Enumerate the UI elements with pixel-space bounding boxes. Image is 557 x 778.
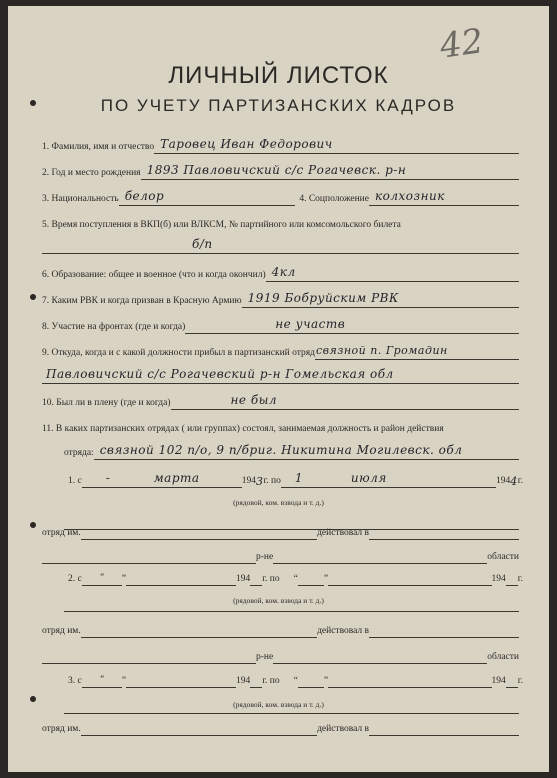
punch-hole	[30, 294, 36, 300]
caption: (рядовой, ком. взвода и т. д.)	[233, 700, 324, 709]
field-value: связной 102 п/о, 9 п/бриг. Никитина Могилевск. обл	[99, 443, 463, 457]
field-value: связной п. Громадин	[315, 344, 448, 357]
field-value: не был	[230, 393, 278, 407]
field-label: 10. Был ли в плену (где и когда)	[42, 398, 171, 408]
field-value: не участв	[275, 317, 346, 331]
district-row: р-не области	[42, 544, 519, 564]
document-title: ЛИЧНЫЙ ЛИСТОК	[168, 62, 389, 89]
district-row: р-не области	[42, 644, 519, 664]
field-birth	[42, 160, 519, 180]
field-label: 4. Соцположение	[299, 194, 369, 204]
period-2: 2. с “ ” 194 г. по “ ” 194 г.	[68, 566, 523, 586]
period-3: 3. с “ ” 194 г. по “ ” 194 г.	[68, 668, 523, 688]
field-label: 11. В каких партизанских отрядах ( или группах) состоял, занимаемая должность и район действия	[42, 424, 444, 434]
field-label: 5. Время поступления в ВКП(б) или ВЛКСМ, № партийного или комсомольского билета	[42, 220, 401, 230]
field-value: колхозник	[375, 189, 445, 203]
field-label: 1. Фамилия, имя и отчество	[42, 142, 155, 152]
field-value: белор	[124, 189, 165, 203]
field-label: отряда:	[64, 448, 94, 458]
field-value: б/п	[192, 237, 213, 251]
field-label: 9. Откуда, когда и с какой должности прибыл в партизанский отряд	[42, 348, 315, 358]
caption: (рядовой, ком. взвода и т. д.)	[233, 498, 324, 507]
field-label: 3. Национальность	[42, 194, 119, 204]
field-value: Павловичский с/с Рогачевский р-н Гомельская обл	[46, 367, 394, 381]
field-value: Таровец Иван Федорович	[160, 137, 333, 151]
separator-line	[64, 592, 519, 612]
field-captivity	[42, 390, 519, 410]
detachment-name-row: отряд им. действовал в	[42, 520, 519, 540]
punch-hole	[30, 522, 36, 528]
field-value: 1919 Бобруйским РВК	[247, 291, 399, 305]
field-arrival-cont	[42, 364, 519, 384]
detachment-name-row: отряд им. действовал в	[42, 618, 519, 638]
separator-line	[64, 694, 519, 714]
field-party-label-row	[42, 212, 519, 232]
field-label: 2. Год и место рождения	[42, 168, 141, 178]
detachment-name-row: отряд им. действовал в	[42, 716, 519, 736]
field-label: 7. Каким РВК и когда призван в Красную Армию	[42, 296, 242, 306]
field-label: 6. Образование: общее и военное (что и когда окончил)	[42, 270, 266, 280]
caption: (рядовой, ком. взвода и т. д.)	[233, 596, 324, 605]
field-conscription	[42, 288, 519, 308]
document-sheet	[8, 6, 549, 772]
handwritten-stamp-number: 42	[437, 21, 486, 67]
field-label: 8. Участие на фронтах (где и когда)	[42, 322, 186, 332]
field-nationality	[42, 186, 519, 206]
field-education	[42, 262, 519, 282]
field-detachment	[42, 440, 519, 460]
field-value: 1893 Павловичский с/с Рогачевск. р-н	[146, 163, 407, 177]
punch-hole	[30, 100, 36, 106]
field-fronts	[42, 314, 519, 334]
field-detachments-label	[42, 416, 519, 436]
field-fullname	[42, 134, 519, 154]
field-value: 4кл	[271, 265, 296, 279]
document-subtitle: ПО УЧЕТУ ПАРТИЗАНСКИХ КАДРОВ	[100, 96, 457, 115]
field-arrival	[42, 340, 519, 360]
period-1: 1. с - марта 194 3 г. по 1 июля 194 4 г.	[68, 471, 523, 488]
field-party	[42, 234, 519, 254]
